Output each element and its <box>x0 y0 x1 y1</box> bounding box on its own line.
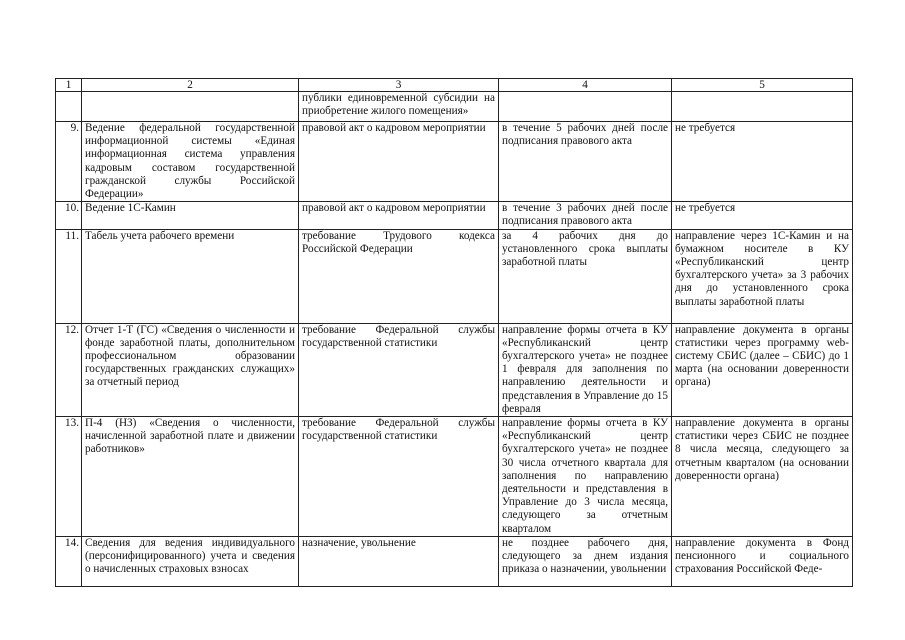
table-row <box>56 536 853 586</box>
row-deadline: за 4 рабочих дня до установленного срока выплаты заработной платы <box>499 229 672 323</box>
row-submission <box>672 92 853 122</box>
row-basis: правовой акт о кадровом мероприятии <box>299 202 499 229</box>
header-cell-5: 5 <box>672 79 853 92</box>
table-row <box>56 92 853 122</box>
table-row <box>56 417 853 537</box>
row-document-name: П-4 (НЗ) «Сведения о численности, начисленной заработной плате и движении работников» <box>82 417 299 537</box>
row-number: 14. <box>56 536 82 586</box>
row-deadline: в течение 5 рабочих дней после подписания правового акта <box>499 122 672 202</box>
row-submission: направление через 1С-Камин и на бумажном носителе в КУ «Республиканский центр бухгалтерского учета» за 3 рабочих дня до установленного срока выплаты заработной платы <box>672 229 853 323</box>
table-row <box>56 323 853 416</box>
row-number <box>56 92 82 122</box>
row-deadline: направление формы отчета в КУ «Республиканский центр бухгалтерского учета» не позднее 30 числа отчетного квартала для заполнения по направлению деятельности и представления в Управление до 3 числа месяца, следующего за отчетным кварталом <box>499 417 672 537</box>
row-number: 9. <box>56 122 82 202</box>
row-basis: правовой акт о кадровом мероприятии <box>299 122 499 202</box>
table-row <box>56 202 853 229</box>
header-cell-4: 4 <box>499 79 672 92</box>
row-document-name: Ведение федеральной государственной информационной системы «Единая информационная система управления кадровым составом государственной гражданской службы Российской Федерации» <box>82 122 299 202</box>
header-row <box>56 79 853 92</box>
row-submission: не требуется <box>672 202 853 229</box>
row-document-name: Сведения для ведения индивидуального (персонифицированного) учета и сведения о начисленных страховых взносах <box>82 536 299 586</box>
row-basis: требование Федеральной службы государственной статистики <box>299 323 499 416</box>
document-table <box>55 78 853 587</box>
row-deadline <box>499 92 672 122</box>
row-number: 12. <box>56 323 82 416</box>
header-cell-3: 3 <box>299 79 499 92</box>
table-row <box>56 229 853 323</box>
row-submission: направление документа в органы статистики через СБИС не позднее 8 числа месяца, следующего за отчетным кварталом (на основании доверенности органа) <box>672 417 853 537</box>
row-number: 13. <box>56 417 82 537</box>
row-basis: требование Федеральной службы государственной статистики <box>299 417 499 537</box>
header-cell-1: 1 <box>56 79 82 92</box>
row-document-name: Табель учета рабочего времени <box>82 229 299 323</box>
row-document-name: Ведение 1С-Камин <box>82 202 299 229</box>
header-cell-2: 2 <box>82 79 299 92</box>
row-submission: направление документа в органы статистики через программу web-систему СБИС (далее – СБИС) до 1 марта (на основании доверенности органа) <box>672 323 853 416</box>
row-deadline: направление формы отчета в КУ «Республиканский центр бухгалтерского учета» не позднее 1 февраля для заполнения по направлению деятельности и представления в Управление до 15 февраля <box>499 323 672 416</box>
row-basis: назначение, увольнение <box>299 536 499 586</box>
table-row <box>56 122 853 202</box>
row-basis: требование Трудового кодекса Российской Федерации <box>299 229 499 323</box>
row-document-name <box>82 92 299 122</box>
row-document-name: Отчет 1-Т (ГС) «Сведения о численности и фонде заработной платы, дополнительном профессиональном образовании государственных гражданских служащих» за отчетный период <box>82 323 299 416</box>
row-submission: направление документа в Фонд пенсионного и социального страхования Российской Феде- <box>672 536 853 586</box>
row-number: 10. <box>56 202 82 229</box>
row-deadline: в течение 3 рабочих дней после подписания правового акта <box>499 202 672 229</box>
row-number: 11. <box>56 229 82 323</box>
row-submission: не требуется <box>672 122 853 202</box>
row-basis: публики единовременной субсидии на приобретение жилого помещения» <box>299 92 499 122</box>
row-deadline: не позднее рабочего дня, следующего за днем издания приказа о назначении, увольнении <box>499 536 672 586</box>
